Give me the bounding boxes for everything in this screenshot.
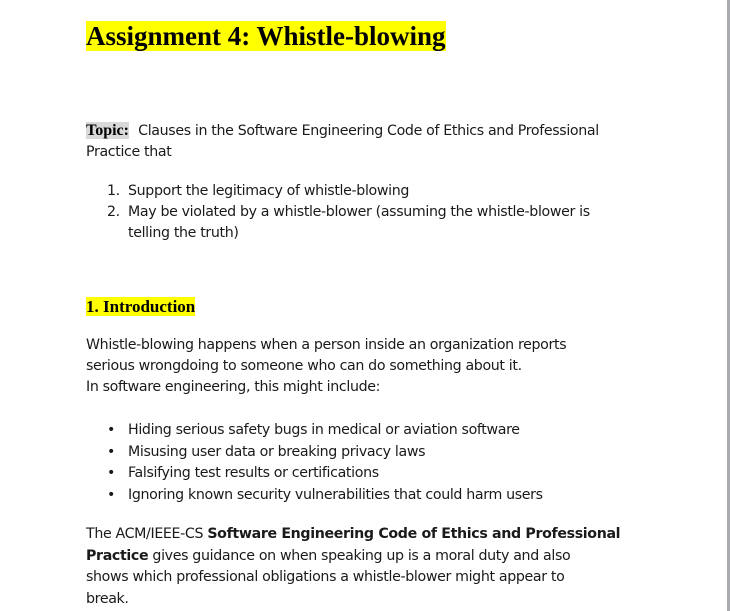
list-item-text-cont: telling the truth) [128, 225, 239, 241]
bullet-icon: • [107, 486, 116, 503]
list-item-text: Ignoring known security vulnerabilities that could harm users [128, 486, 543, 503]
closing-bold-line1: Software Engineering Code of Ethics and Professional [207, 526, 621, 542]
topic-paragraph [86, 120, 666, 163]
topic-numbered-list [107, 181, 667, 244]
intro-heading-highlight: 1. Introduction [86, 297, 196, 316]
intro-line1: Whistle-blowing happens when a person inside an organization reports [86, 337, 567, 353]
list-item [107, 202, 667, 244]
bullet-icon: • [107, 443, 116, 460]
list-item-text: Hiding serious safety bugs in medical or aviation software [128, 422, 520, 438]
intro-paragraph [86, 335, 666, 398]
closing-line4: break. [86, 590, 129, 607]
list-item-text: May be violated by a whistle-blower (assuming the whistle-blower is [128, 204, 590, 220]
document-title [86, 20, 446, 52]
list-item [107, 463, 667, 485]
list-item [107, 420, 667, 442]
closing-line3: shows which professional obligations a whistle-blower might appear to [86, 569, 565, 585]
topic-text-line1: Clauses in the Software Engineering Code of Ethics and Professional [138, 123, 599, 139]
closing-rest-line2: gives guidance on when speaking up is a moral duty and also [148, 547, 571, 564]
bullet-icon: • [107, 465, 116, 481]
list-number: 1. [107, 183, 120, 199]
closing-bold-line2: Practice [86, 547, 149, 564]
title-highlight: Assignment 4: Whistle-blowing [86, 21, 446, 51]
list-item [107, 442, 667, 464]
intro-line3: In software engineering, this might include: [86, 379, 381, 395]
topic-label: Topic: [86, 122, 129, 139]
topic-text-line2: Practice that [86, 144, 172, 160]
section-heading-introduction [86, 297, 195, 317]
list-item-text: Support the legitimacy of whistle-blowing [128, 183, 410, 199]
examples-bullet-list [107, 420, 667, 506]
list-item [107, 485, 667, 507]
bullet-icon: • [107, 422, 116, 438]
closing-paragraph [86, 524, 666, 610]
list-item-text: Falsifying test results or certifications [128, 465, 379, 481]
list-item-text: Misusing user data or breaking privacy laws [128, 443, 426, 460]
list-item [107, 181, 667, 202]
closing-prefix: The ACM/IEEE-CS [86, 526, 208, 542]
intro-line2: serious wrongdoing to someone who can do something about it. [86, 358, 522, 374]
list-number: 2. [107, 204, 120, 220]
